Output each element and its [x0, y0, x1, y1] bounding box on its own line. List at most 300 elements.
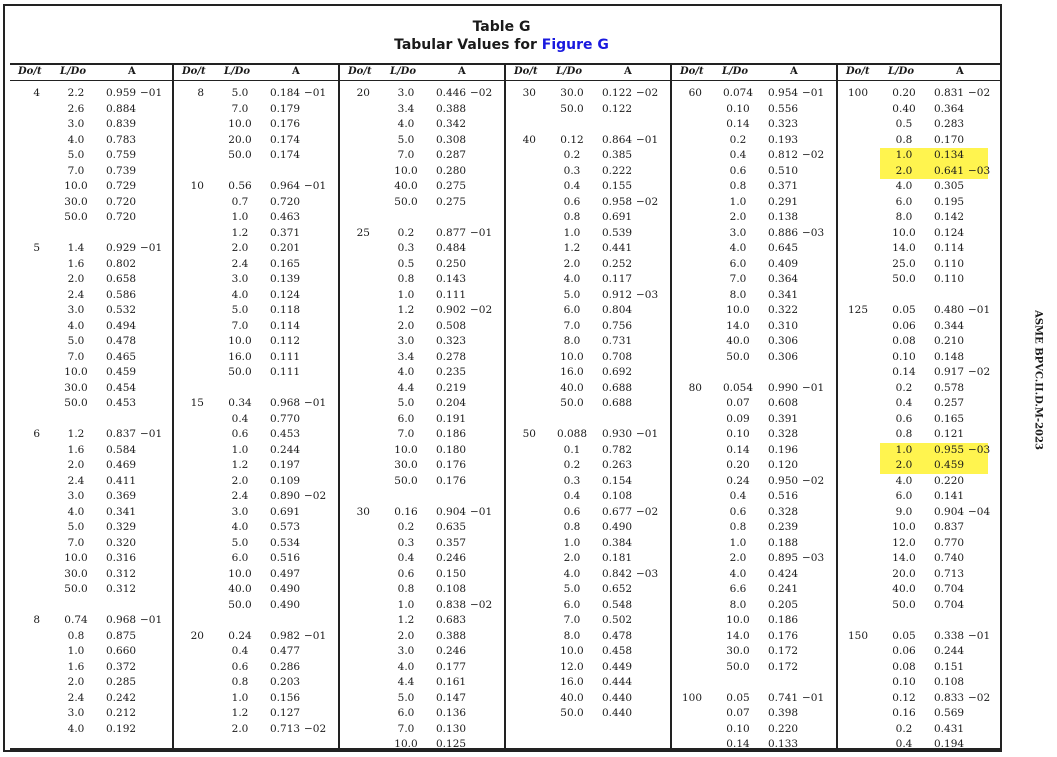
- table-row: [672, 536, 838, 552]
- cell-l-do: 8.0: [563, 629, 581, 642]
- table-row: [340, 582, 506, 598]
- cell-a: 0.310: [768, 319, 799, 332]
- cell-a: 0.250: [436, 257, 467, 270]
- table-row: [838, 691, 1000, 707]
- cell-do-t: 150: [847, 629, 868, 642]
- cell-a: 0.112: [270, 335, 301, 347]
- cell-exponent: −01: [470, 226, 493, 239]
- cell-a: 0.125: [436, 738, 467, 750]
- cell-l-do: 0.20: [726, 459, 750, 471]
- cell-a: 0.890: [270, 490, 301, 502]
- cell-a: 0.812: [768, 149, 799, 161]
- table-row: [506, 598, 672, 614]
- cell-l-do: 10.0: [560, 350, 584, 363]
- cell-a: 0.143: [436, 273, 467, 285]
- cell-l-do: 1.2: [231, 707, 249, 719]
- cell-a: 0.148: [934, 350, 965, 363]
- table-row: [838, 210, 1000, 226]
- cell-l-do: 1.0: [397, 288, 415, 301]
- cell-a: 0.170: [934, 133, 965, 146]
- cell-a: 0.569: [934, 707, 965, 719]
- table-row: [672, 381, 838, 397]
- cell-a: 0.431: [934, 722, 965, 735]
- cell-a: 0.446: [436, 87, 467, 99]
- table-row: [672, 257, 838, 273]
- cell-l-do: 0.74: [64, 614, 88, 626]
- cell-l-do: 0.3: [397, 242, 415, 254]
- cell-a: 0.283: [934, 118, 965, 130]
- cell-exponent: −02: [968, 366, 991, 378]
- cell-l-do: 0.8: [563, 211, 581, 223]
- cell-a: 0.306: [768, 335, 799, 347]
- cell-l-do: 50.0: [560, 397, 584, 409]
- table-row: [10, 396, 174, 412]
- cell-exponent: −01: [140, 242, 163, 254]
- cell-l-do: 10.0: [726, 614, 750, 626]
- cell-l-do: 7.0: [397, 149, 415, 161]
- cell-l-do: 2.6: [67, 102, 85, 115]
- cell-l-do: 4.0: [397, 366, 415, 378]
- cell-l-do: 0.8: [397, 583, 415, 595]
- table-row: [340, 303, 506, 319]
- cell-a: 0.837: [106, 428, 137, 440]
- cell-l-do: 0.4: [729, 490, 747, 502]
- table-row: [506, 133, 672, 149]
- cell-a: 0.111: [270, 366, 301, 378]
- cell-a: 0.286: [270, 660, 301, 673]
- table-row: [838, 319, 1000, 335]
- table-row: [838, 102, 1000, 118]
- cell-a: 0.210: [934, 335, 965, 347]
- cell-exponent: −01: [802, 87, 825, 99]
- table-title: Table G: [472, 19, 531, 35]
- table-row: [340, 427, 506, 443]
- cell-a: 0.263: [602, 459, 633, 471]
- cell-a: 0.740: [934, 552, 965, 564]
- cell-l-do: 0.2: [895, 381, 913, 394]
- cell-a: 0.305: [934, 180, 965, 192]
- cell-a: 0.191: [436, 412, 467, 425]
- cell-l-do: 50.0: [726, 660, 750, 673]
- cell-a: 0.688: [602, 397, 633, 409]
- table-row: [340, 520, 506, 536]
- header-do-t: Do/t: [348, 66, 372, 77]
- cell-l-do: 1.4: [67, 242, 85, 254]
- header-a: A: [458, 66, 466, 77]
- cell-l-do: 5.0: [563, 288, 581, 301]
- cell-l-do: 1.2: [67, 428, 85, 440]
- cell-a: 0.516: [270, 552, 301, 564]
- table-row: [174, 86, 340, 102]
- cell-a: 0.968: [270, 397, 301, 409]
- cell-l-do: 0.6: [231, 428, 249, 440]
- table-row: [10, 613, 174, 629]
- table-row: [838, 365, 1000, 381]
- cell-l-do: 0.10: [892, 350, 916, 363]
- cell-l-do: 40.0: [228, 583, 252, 595]
- cell-a: 0.398: [768, 707, 799, 719]
- cell-a: 0.782: [602, 443, 633, 456]
- cell-a: 0.465: [106, 350, 137, 363]
- cell-l-do: 4.0: [397, 118, 415, 130]
- table-row: [340, 164, 506, 180]
- table-row: [672, 241, 838, 257]
- cell-exponent: −02: [304, 722, 327, 735]
- cell-a: 0.384: [602, 536, 633, 549]
- header-do-t: Do/t: [182, 66, 206, 77]
- table-row: [10, 272, 174, 288]
- cell-a: 0.323: [436, 335, 467, 347]
- cell-l-do: 0.14: [726, 118, 750, 130]
- cell-a: 0.188: [768, 536, 799, 549]
- column-header: [10, 66, 174, 80]
- cell-a: 0.463: [270, 211, 301, 223]
- cell-a: 0.833: [934, 691, 965, 704]
- cell-l-do: 5.0: [231, 304, 249, 316]
- cell-a: 0.108: [602, 490, 633, 502]
- table-row: [174, 706, 340, 722]
- cell-l-do: 0.3: [563, 474, 581, 487]
- table-row: [838, 427, 1000, 443]
- table-row: [506, 613, 672, 629]
- table-row: [672, 226, 838, 242]
- cell-a: 0.955: [934, 443, 965, 456]
- cell-a: 0.117: [602, 273, 633, 285]
- cell-l-do: 3.0: [397, 335, 415, 347]
- cell-l-do: 4.0: [231, 521, 249, 533]
- table-row: [672, 117, 838, 133]
- table-row: [838, 195, 1000, 211]
- table-row: [340, 675, 506, 691]
- cell-a: 0.584: [106, 443, 137, 456]
- table-row: [340, 148, 506, 164]
- cell-a: 0.176: [270, 118, 301, 130]
- cell-exponent: −02: [802, 149, 825, 161]
- table-column: [174, 63, 340, 750]
- cell-l-do: 0.8: [895, 133, 913, 146]
- table-row: [672, 629, 838, 645]
- table-row: [838, 396, 1000, 412]
- cell-a: 0.108: [934, 676, 965, 688]
- cell-do-t: 20: [356, 87, 370, 99]
- cell-a: 0.328: [768, 428, 799, 440]
- cell-a: 0.864: [602, 133, 633, 146]
- header-l-do: L/Do: [556, 66, 583, 77]
- cell-a: 0.458: [602, 645, 633, 657]
- cell-a: 0.713: [934, 567, 965, 580]
- table-row: [506, 582, 672, 598]
- table-row: [506, 288, 672, 304]
- cell-a: 0.804: [602, 304, 633, 316]
- cell-a: 0.219: [436, 381, 467, 394]
- cell-a: 0.516: [768, 490, 799, 502]
- cell-exponent: −01: [140, 614, 163, 626]
- table-row: [174, 396, 340, 412]
- cell-l-do: 5.0: [67, 149, 85, 161]
- cell-a: 0.244: [934, 645, 965, 657]
- table-row: [506, 272, 672, 288]
- table-row: [838, 737, 1000, 753]
- cell-l-do: 14.0: [892, 242, 916, 254]
- cell-l-do: 4.0: [729, 567, 747, 580]
- table-row: [672, 427, 838, 443]
- cell-l-do: 0.12: [560, 133, 584, 146]
- table-row: [672, 582, 838, 598]
- table-row: [340, 350, 506, 366]
- cell-a: 0.677: [602, 505, 633, 518]
- cell-a: 0.444: [602, 676, 633, 688]
- cell-a: 0.242: [106, 691, 137, 704]
- table-row: [10, 102, 174, 118]
- cell-a: 0.831: [934, 87, 965, 99]
- cell-l-do: 0.074: [722, 87, 754, 99]
- table-row: [174, 303, 340, 319]
- cell-l-do: 0.10: [726, 428, 750, 440]
- cell-l-do: 6.0: [895, 490, 913, 502]
- cell-l-do: 1.0: [397, 598, 415, 611]
- cell-l-do: 0.16: [892, 707, 916, 719]
- table-row: [506, 629, 672, 645]
- cell-a: 0.222: [602, 164, 633, 177]
- cell-a: 0.708: [602, 350, 633, 363]
- cell-a: 0.197: [270, 459, 301, 471]
- cell-l-do: 0.6: [729, 505, 747, 518]
- cell-l-do: 30.0: [64, 381, 88, 394]
- cell-a: 0.982: [270, 629, 301, 642]
- cell-l-do: 1.0: [231, 443, 249, 456]
- cell-l-do: 3.4: [397, 350, 415, 363]
- table-row: [174, 582, 340, 598]
- cell-l-do: 30.0: [560, 87, 584, 99]
- table-row: [672, 551, 838, 567]
- table-row: [340, 257, 506, 273]
- cell-a: 0.839: [106, 118, 137, 130]
- cell-a: 0.308: [436, 133, 467, 146]
- cell-l-do: 4.0: [67, 133, 85, 146]
- cell-l-do: 0.8: [231, 676, 249, 688]
- cell-l-do: 0.40: [892, 102, 916, 115]
- table-row: [174, 722, 340, 738]
- cell-l-do: 0.4: [563, 490, 581, 502]
- cell-a: 0.371: [270, 226, 301, 239]
- table-row: [838, 148, 1000, 164]
- table-row: [10, 520, 174, 536]
- cell-a: 0.532: [106, 304, 137, 316]
- table-row: [340, 319, 506, 335]
- cell-l-do: 5.0: [67, 335, 85, 347]
- cell-l-do: 4.0: [397, 660, 415, 673]
- cell-exponent: −03: [636, 567, 659, 580]
- table-row: [506, 706, 672, 722]
- cell-a: 0.196: [768, 443, 799, 456]
- table-row: [340, 474, 506, 490]
- cell-l-do: 0.05: [726, 691, 750, 704]
- table-row: [672, 489, 838, 505]
- cell-a: 0.688: [602, 381, 633, 394]
- cell-l-do: 0.2: [729, 133, 747, 146]
- table-row: [10, 350, 174, 366]
- cell-l-do: 9.0: [895, 505, 913, 518]
- cell-l-do: 50.0: [394, 195, 418, 208]
- table-row: [340, 598, 506, 614]
- table-row: [174, 288, 340, 304]
- cell-l-do: 0.4: [729, 149, 747, 161]
- cell-a: 0.285: [106, 676, 137, 688]
- table-row: [10, 691, 174, 707]
- header-underline: [340, 80, 506, 81]
- cell-a: 0.192: [106, 722, 137, 735]
- cell-l-do: 7.0: [397, 722, 415, 735]
- cell-a: 0.161: [436, 676, 467, 688]
- table-row: [506, 257, 672, 273]
- table-row: [506, 458, 672, 474]
- table-row: [10, 536, 174, 552]
- cell-a: 0.172: [768, 660, 799, 673]
- header-l-do: L/Do: [888, 66, 915, 77]
- cell-exponent: −01: [304, 180, 327, 192]
- cell-a: 0.875: [106, 629, 137, 642]
- cell-a: 0.720: [270, 195, 301, 208]
- cell-a: 0.205: [768, 598, 799, 611]
- table-row: [672, 272, 838, 288]
- cell-l-do: 40.0: [892, 583, 916, 595]
- cell-l-do: 10.0: [394, 443, 418, 456]
- cell-l-do: 25.0: [892, 257, 916, 270]
- cell-a: 0.287: [436, 149, 467, 161]
- cell-a: 0.329: [106, 521, 137, 533]
- cell-exponent: −02: [304, 490, 327, 502]
- table-row: [672, 164, 838, 180]
- cell-a: 0.156: [270, 691, 301, 704]
- cell-a: 0.904: [934, 505, 965, 518]
- table-row: [672, 148, 838, 164]
- cell-exponent: −02: [470, 304, 493, 316]
- table-row: [10, 303, 174, 319]
- cell-l-do: 0.8: [397, 273, 415, 285]
- cell-a: 0.469: [106, 459, 137, 471]
- cell-a: 0.176: [436, 474, 467, 487]
- cell-l-do: 0.2: [895, 722, 913, 735]
- figure-g-link[interactable]: Figure G: [541, 37, 609, 53]
- header-a: A: [128, 66, 136, 77]
- cell-a: 0.641: [934, 164, 965, 177]
- cell-a: 0.203: [270, 676, 301, 688]
- cell-a: 0.453: [270, 428, 301, 440]
- cell-l-do: 0.56: [228, 180, 252, 192]
- table-row: [838, 644, 1000, 660]
- cell-l-do: 16.0: [560, 676, 584, 688]
- cell-l-do: 16.0: [560, 366, 584, 378]
- cell-a: 0.388: [436, 102, 467, 115]
- cell-a: 0.478: [106, 335, 137, 347]
- table-row: [838, 334, 1000, 350]
- table-row: [340, 133, 506, 149]
- cell-a: 0.328: [768, 505, 799, 518]
- cell-l-do: 40.0: [560, 381, 584, 394]
- table-row: [340, 613, 506, 629]
- cell-l-do: 2.2: [67, 87, 85, 99]
- cell-a: 0.220: [934, 474, 965, 487]
- table-row: [10, 319, 174, 335]
- cell-l-do: 0.20: [892, 87, 916, 99]
- table-row: [672, 102, 838, 118]
- cell-l-do: 2.4: [67, 474, 85, 487]
- table-row: [506, 334, 672, 350]
- cell-a: 0.194: [934, 738, 965, 750]
- cell-a: 0.372: [106, 660, 137, 673]
- cell-a: 0.111: [436, 288, 467, 301]
- cell-l-do: 1.0: [895, 443, 913, 456]
- cell-l-do: 7.0: [231, 102, 249, 115]
- cell-a: 0.904: [436, 505, 467, 518]
- cell-a: 0.459: [934, 459, 965, 471]
- cell-l-do: 8.0: [895, 211, 913, 223]
- table-row: [506, 536, 672, 552]
- table-row: [340, 195, 506, 211]
- cell-do-t: 10: [190, 180, 204, 192]
- cell-l-do: 20.0: [228, 133, 252, 146]
- cell-l-do: 3.0: [67, 118, 85, 130]
- cell-a: 0.111: [270, 350, 301, 363]
- cell-l-do: 2.0: [231, 722, 249, 735]
- cell-a: 0.174: [270, 149, 301, 161]
- cell-l-do: 0.5: [397, 257, 415, 270]
- cell-a: 0.510: [768, 164, 799, 177]
- cell-a: 0.534: [270, 536, 301, 549]
- header-a: A: [790, 66, 798, 77]
- table-row: [672, 334, 838, 350]
- cell-a: 0.548: [602, 598, 633, 611]
- cell-l-do: 0.6: [397, 567, 415, 580]
- cell-l-do: 0.24: [726, 474, 750, 487]
- cell-a: 0.441: [602, 242, 633, 254]
- cell-a: 0.147: [436, 691, 467, 704]
- cell-do-t: 15: [190, 397, 204, 409]
- side-label: [1030, 290, 1046, 470]
- table-row: [506, 148, 672, 164]
- table-row: [838, 381, 1000, 397]
- cell-a: 0.950: [768, 474, 799, 487]
- cell-a: 0.783: [106, 133, 137, 146]
- cell-l-do: 0.2: [397, 226, 415, 239]
- cell-exponent: −03: [968, 164, 991, 177]
- cell-l-do: 3.4: [397, 102, 415, 115]
- cell-a: 0.201: [270, 242, 301, 254]
- cell-do-t: 100: [681, 691, 702, 704]
- table-row: [10, 195, 174, 211]
- cell-a: 0.341: [768, 288, 799, 301]
- cell-l-do: 50.0: [228, 366, 252, 378]
- cell-exponent: −02: [470, 598, 493, 611]
- table-row: [340, 443, 506, 459]
- cell-a: 0.902: [436, 304, 467, 316]
- cell-a: 0.154: [602, 474, 633, 487]
- header-a: A: [624, 66, 632, 77]
- cell-l-do: 0.24: [228, 629, 252, 642]
- cell-a: 0.683: [436, 614, 467, 626]
- cell-l-do: 2.0: [895, 459, 913, 471]
- table-row: [838, 303, 1000, 319]
- cell-l-do: 2.0: [397, 629, 415, 642]
- table-row: [10, 474, 174, 490]
- cell-l-do: 50.0: [892, 273, 916, 285]
- cell-l-do: 1.0: [563, 536, 581, 549]
- cell-l-do: 0.08: [892, 335, 916, 347]
- cell-a: 0.477: [270, 645, 301, 657]
- cell-a: 0.204: [436, 397, 467, 409]
- cell-l-do: 30.0: [64, 567, 88, 580]
- header-do-t: Do/t: [18, 66, 42, 77]
